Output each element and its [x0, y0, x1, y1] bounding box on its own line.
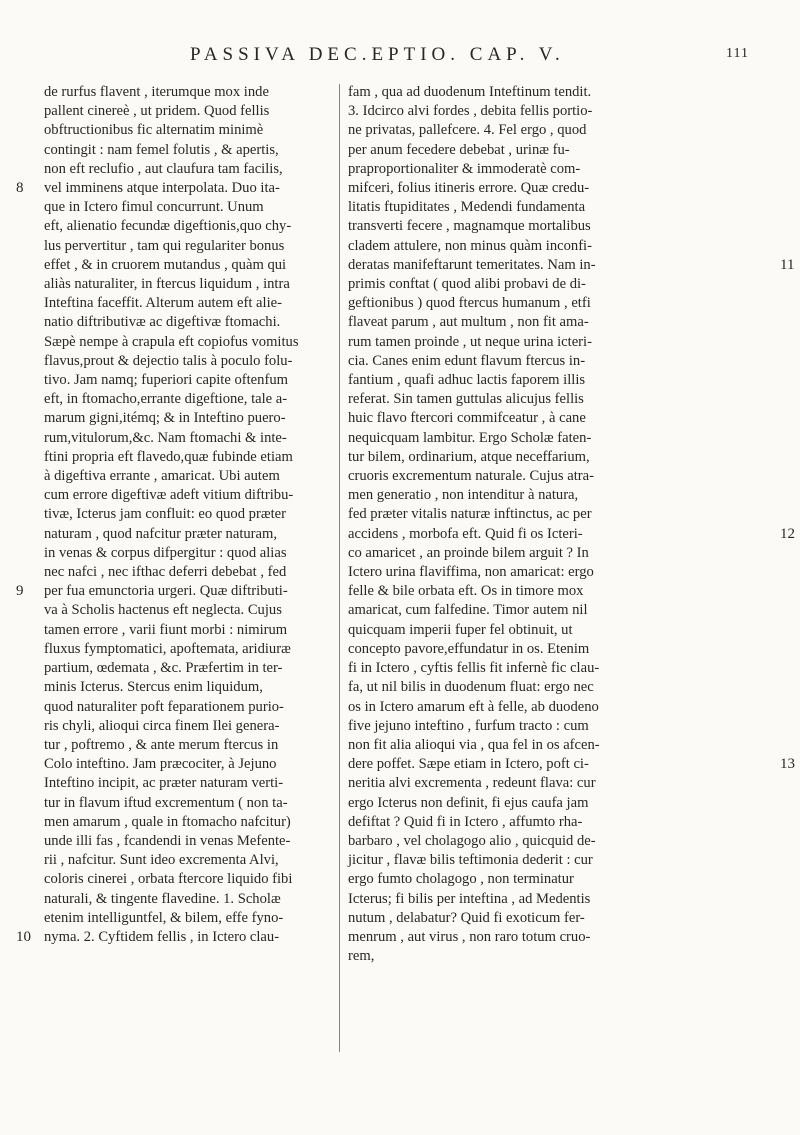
- text-line: Inteftina faceffit. Alterum autem eft alie-: [44, 295, 282, 312]
- text-line: ergo fumto cholagogo , non terminatur: [348, 871, 574, 888]
- text-line: ris chyli, alioqui circa finem Ilei genera-: [44, 717, 280, 734]
- running-head: PASSIVA DEC.EPTIO. CAP. V.: [190, 44, 565, 65]
- margin-section-number: 11: [780, 256, 795, 273]
- text-line: barbaro , vel cholagogo alio , quicquid de-: [348, 832, 596, 849]
- margin-section-number: 13: [780, 756, 795, 772]
- text-line: menrum , aut virus , non raro totum cruo-: [348, 928, 591, 945]
- text-line: cum errore digeftivæ adeft vitium diftribu-: [44, 487, 294, 504]
- text-line: praproportionaliter & immoderatè com-: [348, 160, 581, 177]
- text-line: 3. Idcirco alvi fordes , debita fellis portio-: [348, 103, 593, 120]
- text-line: tivo. Jam namq; fuperiori capite oftenfum: [44, 372, 288, 389]
- text-line: os in Ictero amarum eft à felle, ab duodeno: [348, 698, 599, 715]
- text-line: transverti fecere , magnamque mortalibus: [348, 218, 591, 235]
- text-line: cia. Canes enim edunt flavum ftercus in-: [348, 352, 586, 369]
- text-line: neritia alvi excrementa , redeunt flava: cur: [348, 775, 596, 792]
- text-line: effet , & in cruorem mutandus , quàm qui: [44, 256, 287, 273]
- text-line: Ictero urina flaviffima, non amaricat: ergo: [348, 564, 594, 581]
- text-line: naturam , quod nafcitur præter naturam,: [44, 525, 278, 542]
- text-line: tur , poftremo , & ante merum ftercus in: [44, 736, 279, 753]
- text-line: aliàs naturaliter, in ftercus liquidum , intra: [44, 276, 290, 293]
- text-line: marum gigni,itémq; & in Inteftino puero-: [44, 410, 286, 427]
- text-line: fluxus fymptomatici, apoftemata, aridiuræ: [44, 640, 291, 657]
- margin-section-number: 8: [16, 180, 24, 196]
- text-line: per fua emunctoria urgeri. Quæ diftributi-: [44, 583, 288, 600]
- text-line: vel imminens atque interpolata. Duo ita-: [44, 180, 280, 197]
- text-line: flavus,prout & dejectio talis à poculo folu-: [44, 352, 293, 369]
- text-line: cladem attulere, non minus quàm inconfi-: [348, 237, 592, 254]
- text-line: fi in Ictero , cyftis fellis fit infernè fic clau-: [348, 660, 600, 677]
- text-line: five jejuno inteftino , furfum tracto : cum: [348, 717, 589, 734]
- text-line: fantium , quafi adhuc lactis faporem illis: [348, 372, 586, 389]
- text-line: rii , nafcitur. Sunt ideo excrementa Alvi,: [44, 852, 279, 869]
- text-line: fam , qua ad duodenum Inteftinum tendit.: [348, 84, 592, 100]
- text-line: minis Icterus. Stercus enim liquidum,: [44, 679, 263, 696]
- text-line: cruoris excrementum naturale. Cujus atra-: [348, 468, 594, 485]
- text-line: rum,vitulorum,&c. Nam ftomachi & inte-: [44, 429, 287, 446]
- text-line: va à Scholis hactenus eft neglecta. Cujus: [44, 602, 282, 619]
- text-line: Icterus; fi bilis per inteftina , ad Medentis: [348, 890, 591, 907]
- text-line: pallent cinereè , ut pridem. Quod fellis: [44, 103, 270, 120]
- text-line: mifceri, folius itineris errore. Quæ credu-: [348, 180, 590, 197]
- text-line: felle & bile orbata eft. Os in timore mox: [348, 583, 584, 600]
- text-line: non eft reclufio , aut claufura tam facilis,: [44, 160, 283, 177]
- text-line: non fit alia alioqui via , qua fel in os afcen-: [348, 736, 600, 753]
- text-line: natio diftributivæ ac digeftivæ ftomachi.: [44, 314, 281, 331]
- text-line: co amaricet , an proinde bilem arguit ? In: [348, 544, 589, 561]
- text-line: eft, alienatio fecundæ digeftionis,quo chy-: [44, 218, 292, 235]
- text-line: concepto pavore,effundatur in os. Etenim: [348, 640, 590, 657]
- text-line: rem,: [348, 948, 375, 965]
- text-line: jicitur , flavæ bilis teftimonia dederit : cur: [348, 852, 593, 869]
- text-line: men generatio , non intenditur à natura,: [348, 487, 579, 504]
- text-line: per anum fecedere debebat , urinæ fu-: [348, 141, 570, 158]
- text-line: fed præter vitalis naturæ inftinctus, ac per: [348, 506, 592, 523]
- text-line: amaricat, cum falfedine. Timor autem nil: [348, 602, 588, 619]
- text-line: ne privatas, pallefcere. 4. Fel ergo , quod: [348, 122, 587, 139]
- text-line: de rurfus flavent , iterumque mox inde: [44, 84, 269, 100]
- text-line: rum tamen proinde , ut neque urina icteri-: [348, 333, 592, 350]
- page-number: 111: [726, 46, 749, 61]
- text-line: Sæpè nempe à crapula eft copiofus vomitus: [44, 333, 299, 350]
- text-line: primis conftat ( quod alibi probavi de di-: [348, 276, 586, 293]
- text-line: fa, ut nil bilis in duodenum fluat: ergo nec: [348, 679, 594, 696]
- left-column: [44, 83, 338, 947]
- text-line: huic flavo ftercori commifceatur , à cane: [348, 410, 586, 427]
- text-line: geftionibus ) quod ftercus humanum , etfi: [348, 295, 591, 312]
- margin-section-number: 12: [780, 525, 795, 542]
- text-line: obftructionibus fic alternatim minimè: [44, 122, 264, 139]
- text-line: naturali, & tingente flavedine. 1. Scholæ: [44, 890, 281, 907]
- text-line: Colo inteftino. Jam præcociter, à Jejuno: [44, 756, 277, 773]
- text-line: referat. Sin tamen guttulas alicujus fellis: [348, 391, 584, 408]
- text-line: nutum , delabatur? Quid fi exoticum fer-: [348, 909, 585, 926]
- text-line: ftini propria eft flavedo,quæ fubinde etiam: [44, 448, 293, 465]
- text-line: etenim intelliguntfel, & bilem, effe fyno-: [44, 909, 284, 926]
- text-line: que in Ictero fimul concurrunt. Unum: [44, 199, 264, 216]
- text-line: in venas & corpus difpergitur : quod alias: [44, 544, 287, 561]
- text-line: nequicquam lambitur. Ergo Scholæ faten-: [348, 429, 592, 446]
- text-line: tur bilem, ordinarium, atque neceffarium,: [348, 448, 590, 465]
- text-line: flaveat parum , aut multum , non fit ama-: [348, 314, 589, 331]
- text-line: deratas manifeftarunt temeritates. Nam in-: [348, 256, 596, 273]
- text-line: tivæ, Icterus jam confluit: eo quod præter: [44, 506, 286, 523]
- text-line: quod naturaliter poft feparationem purio-: [44, 698, 284, 715]
- text-line: accidens , morbofa eft. Quid fi os Icteri-: [348, 525, 583, 542]
- text-line: tamen errore , varii fiunt morbi : nimirum: [44, 621, 288, 638]
- text-line: men amarum , quale in ftomacho nafcitur): [44, 813, 291, 830]
- text-line: eft, in ftomacho,errante digeftione, tale a-: [44, 391, 288, 408]
- margin-section-number: 9: [16, 583, 24, 600]
- text-line: contingit : nam femel folutis , & apertis,: [44, 141, 279, 158]
- margin-section-number: 10: [16, 928, 31, 945]
- text-line: dere poffet. Sæpe etiam in Ictero, poft ci-: [348, 756, 589, 773]
- text-line: quicquam imperii fuper fel obtinuit, ut: [348, 621, 573, 638]
- text-line: defiftat ? Quid fi in Ictero , affumto rha-: [348, 813, 583, 830]
- text-line: tur in flavum iftud excrementum ( non ta-: [44, 794, 288, 811]
- text-line: ergo Icterus non definit, fi ejus caufa jam: [348, 794, 589, 811]
- text-line: partium, œdemata , &c. Præfertim in ter-: [44, 660, 283, 677]
- text-line: litatis ftupiditates , Medendi fundamenta: [348, 199, 586, 216]
- text-line: lus pervertitur , tam qui regulariter bonus: [44, 237, 285, 254]
- column-divider: [339, 84, 340, 1052]
- text-line: nyma. 2. Cyftidem fellis , in Ictero clau-: [44, 928, 280, 945]
- text-line: nec nafci , nec ifthac deferri debebat , fed: [44, 564, 287, 581]
- right-column: [348, 83, 670, 966]
- text-line: à digeftiva errante , amaricat. Ubi autem: [44, 468, 280, 485]
- text-line: coloris cinerei , orbata ftercore liquido fibi: [44, 871, 293, 888]
- text-line: Inteftino incipit, ac præter naturam verti-: [44, 775, 284, 792]
- text-line: unde illi fas , fcandendi in venas Mefente-: [44, 832, 291, 849]
